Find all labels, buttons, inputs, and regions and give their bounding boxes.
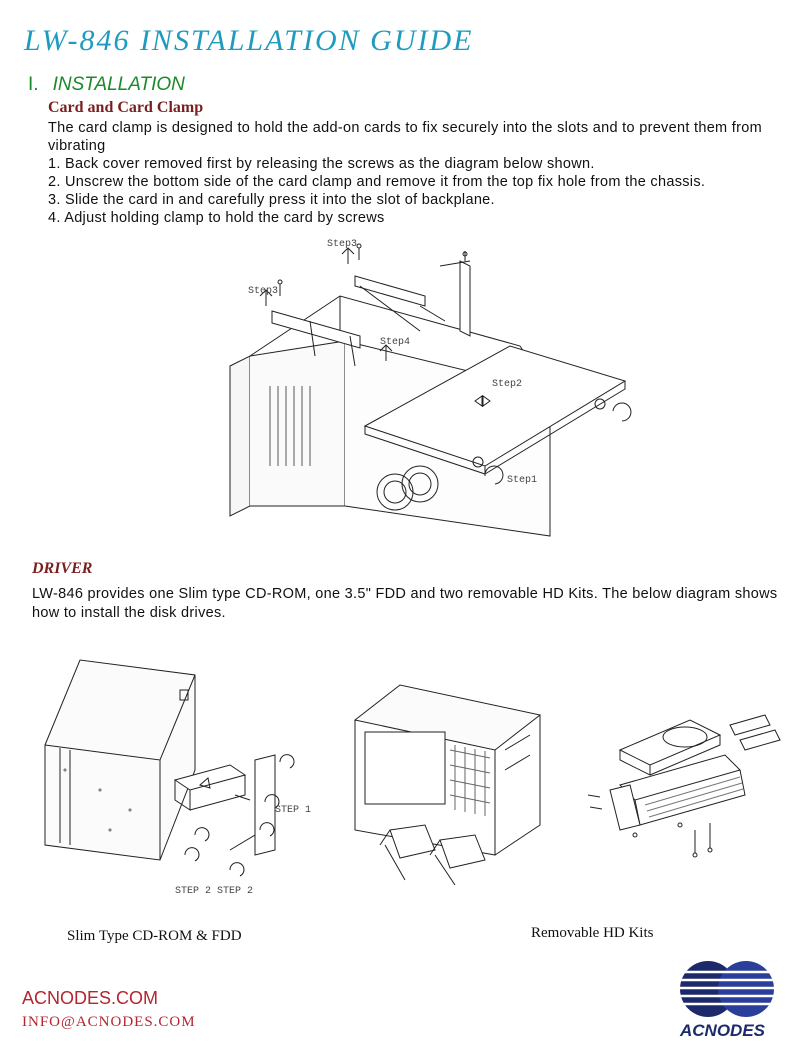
- footer-email[interactable]: INFO@ACNODES.COM: [22, 1014, 196, 1030]
- label-step3-left: Step3: [248, 286, 279, 297]
- document-title: LW-846 INSTALLATION GUIDE: [24, 24, 474, 57]
- logo-wordmark: ACNODES: [680, 1021, 766, 1040]
- card-clamp-intro: The card clamp is designed to hold the add-on cards to fix securely into the slots and to prevent them from vibrating: [48, 120, 762, 154]
- section-number: I.: [28, 74, 39, 95]
- section-title: INSTALLATION: [52, 74, 185, 95]
- label-step3-top: Step3: [327, 239, 358, 250]
- hd-kit-diagram: [580, 705, 790, 880]
- label-step4: Step4: [380, 337, 411, 348]
- step-1-text: 1. Back cover removed first by releasing the screws as the diagram below shown.: [48, 156, 595, 172]
- caption-hd-kits: Removable HD Kits: [531, 925, 654, 941]
- caption-cdrom-fdd: Slim Type CD-ROM & FDD: [67, 928, 242, 944]
- footer-website[interactable]: ACNODES.COM: [22, 988, 159, 1008]
- section-heading: [28, 74, 185, 96]
- cdrom-fdd-diagram: [40, 650, 320, 900]
- label-step1: Step1: [507, 475, 538, 486]
- chassis-front-diagram: [345, 680, 550, 885]
- label-step1: STEP 1: [275, 805, 312, 816]
- card-clamp-diagram: [220, 236, 640, 546]
- driver-description: LW-846 provides one Slim type CD-ROM, one 3.5" FDD and two removable HD Kits. The below diagram shows how to install the disk drives.: [32, 586, 778, 621]
- label-step2-left: STEP 2: [175, 886, 212, 897]
- acnodes-logo: [672, 958, 782, 1040]
- step-2-text: 2. Unscrew the bottom side of the card clamp and remove it from the top fix hole from the chassis.: [48, 174, 706, 190]
- step-4-text: 4. Adjust holding clamp to hold the card by screws: [48, 210, 385, 226]
- driver-heading: DRIVER: [32, 560, 93, 577]
- label-step2-right: STEP 2: [217, 886, 254, 897]
- step-3-text: 3. Slide the card in and carefully press it into the slot of backplane.: [48, 192, 495, 208]
- card-clamp-heading: Card and Card Clamp: [48, 99, 204, 116]
- label-step2: Step2: [492, 379, 523, 390]
